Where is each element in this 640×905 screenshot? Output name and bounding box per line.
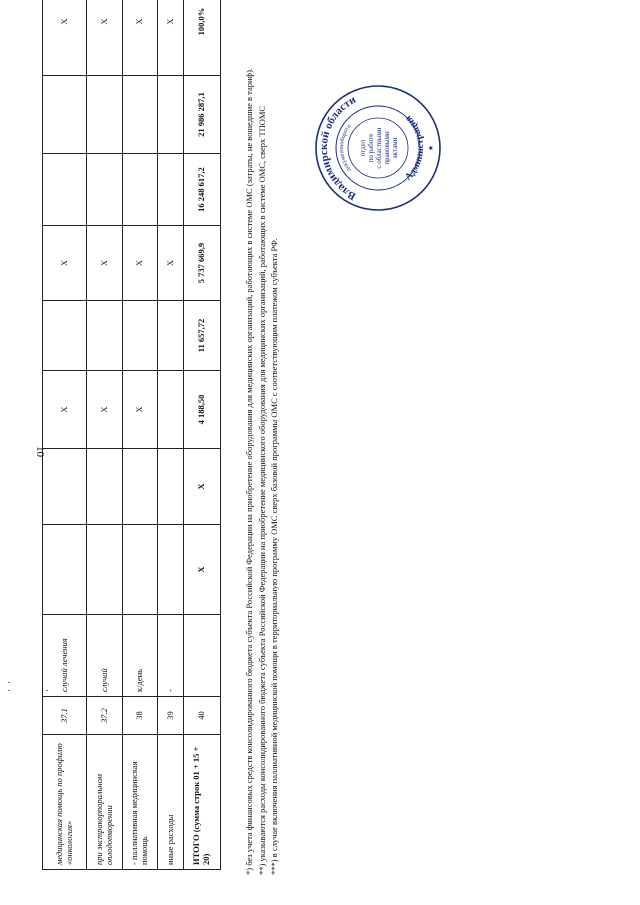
row-number: 40 — [184, 697, 221, 735]
cell: 11 657,72 — [184, 301, 221, 371]
cell — [123, 154, 158, 226]
cell: 4 188,50 — [184, 371, 221, 449]
stamp-inner-ring-text: документооборота — [338, 123, 353, 173]
cell — [158, 301, 184, 371]
table-row — [158, 0, 184, 870]
cell — [123, 76, 158, 154]
cell — [123, 301, 158, 371]
footnotes — [244, 35, 282, 875]
table-row — [87, 0, 123, 870]
stamp-center-line-1: отдел — [359, 139, 367, 157]
cell: 16 248 617,2 — [184, 154, 221, 226]
cell — [43, 76, 87, 154]
cell — [123, 449, 158, 525]
cell: X — [123, 371, 158, 449]
stamp-center-line-4: правовыми — [383, 131, 391, 165]
table-row-total — [184, 0, 221, 870]
cell — [87, 301, 123, 371]
table-row — [43, 0, 87, 870]
stamp-star-icon: ★ — [427, 144, 435, 152]
unit: - — [158, 615, 184, 697]
cell: X — [184, 525, 221, 615]
cell: X — [43, 226, 87, 301]
cell: X — [158, 0, 184, 76]
row-label: иные расходы — [158, 735, 184, 870]
table-row — [123, 0, 158, 870]
page-number: 10 — [34, 446, 46, 457]
cell: X — [87, 226, 123, 301]
cell: X — [43, 371, 87, 449]
row-number: 37.1 — [43, 697, 87, 735]
cell: 100,0% — [184, 0, 221, 76]
unit — [184, 615, 221, 697]
cell — [87, 525, 123, 615]
cell — [87, 154, 123, 226]
stamp-center-line-5: актами — [391, 137, 399, 159]
unit: к/день — [123, 615, 158, 697]
cell: X — [43, 0, 87, 76]
cell: X — [158, 226, 184, 301]
official-stamp — [313, 83, 443, 213]
cell: 21 986 287,1 — [184, 76, 221, 154]
cell: 5 737 669,9 — [184, 226, 221, 301]
cell — [87, 449, 123, 525]
cell — [43, 525, 87, 615]
unit: случай — [87, 615, 123, 697]
cell — [158, 76, 184, 154]
cell — [158, 371, 184, 449]
row-label: медицинская помощь по профилю «онкология» — [43, 735, 87, 870]
stamp-center-line-2: по работе — [367, 133, 375, 163]
footnote-2: **) указываются расходы консолидированного бюджета субъекта Российской Федерации на приобретение медицинского оборудования для медицинских организаций, работающих в системе ОМС, сверх ТПОМС — [256, 105, 267, 875]
row-number: 38 — [123, 697, 158, 735]
row-number: 37.2 — [87, 697, 123, 735]
cell: X — [184, 449, 221, 525]
cell — [123, 525, 158, 615]
cell — [43, 301, 87, 371]
cell — [158, 525, 184, 615]
row-label: - паллиативная медицинская помощь — [123, 735, 158, 870]
row-number: 39 — [158, 697, 184, 735]
cell — [43, 154, 87, 226]
stamp-ring-bottom: Администрация — [402, 113, 427, 183]
cell — [87, 76, 123, 154]
stamp-center-line-3: с областными — [375, 127, 383, 169]
footnote-3: ***) в случае включения паллиативной медицинской помощи в территориальную программу ОМС сверх базовой программы ОМС с соответствующим платежом субъекта РФ. — [269, 238, 280, 875]
expenditure-table — [42, 0, 221, 870]
cell: X — [123, 0, 158, 76]
cell — [158, 449, 184, 525]
cell — [158, 154, 184, 226]
stamp-ring-top: Владимирской области — [317, 93, 358, 203]
cell — [43, 449, 87, 525]
cell: X — [87, 0, 123, 76]
row-label: при экстракорпоральном оплодотворении — [87, 735, 123, 870]
row-label: ИТОГО (сумма строк 01 + 15 + 20) — [184, 735, 221, 870]
rotated-landscape-content — [0, 5, 640, 905]
unit: случай лечения — [43, 615, 87, 697]
cell: X — [87, 371, 123, 449]
footnote-1: *) без учета финансовых средств консолидированного бюджета субъекта Российской Федерации на приобретение оборудования для медицинских организаций, работающих в системе ОМС (затраты, не вошедшие в тариф). — [244, 67, 254, 875]
cell: X — [123, 226, 158, 301]
